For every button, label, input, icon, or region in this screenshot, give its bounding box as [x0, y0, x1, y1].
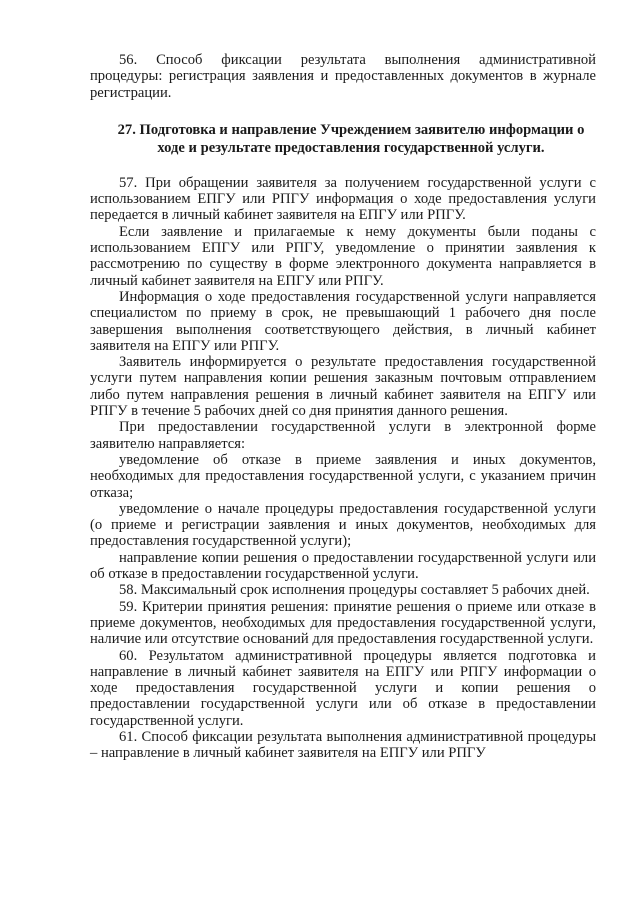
paragraph-progress-info: Информация о ходе предоставления государственной услуги направляется специалистом по приему в срок, не превышающий 1 рабочего дня после завершения выполнения соответствующего действия, в личный кабинет заявителя на ЕПГУ или РПГУ. [90, 288, 596, 354]
paragraph-56: 56. Способ фиксации результата выполнения административной процедуры: регистрация заявления и предоставленных документов в журнале регистрации. [90, 52, 596, 101]
document-page [90, 52, 596, 762]
paragraph-electronic-form: При предоставлении государственной услуги в электронной форме заявителю направляется: [90, 419, 596, 452]
list-item-decision-copy: направление копии решения о предоставлении государственной услуги или об отказе в предоставлении государственной услуги. [90, 549, 596, 583]
paragraph-notification-acceptance: Если заявление и прилагаемые к нему документы были поданы с использованием ЕПГУ или РПГУ, уведомление о принятии заявления к рассмотрению по существу в форме электронного документа направляется в личный кабинет заявителя на ЕПГУ или РПГУ. [90, 223, 596, 289]
list-item-refusal-notice: уведомление об отказе в приеме заявления и иных документов, необходимых для предоставления государственной услуги, с указанием причин отказа; [90, 451, 596, 501]
list-item-start-notice: уведомление о начале процедуры предоставления государственной услуги (о приеме и регистрации заявления и иных документов, необходимых для предоставления государственной услуги); [90, 500, 596, 550]
paragraph-57: 57. При обращении заявителя за получением государственной услуги с использованием ЕПГУ или РПГУ информация о ходе предоставления услуги передается в личный кабинет заявителя на ЕПГУ или РПГУ. [90, 174, 596, 224]
paragraph-58: 58. Максимальный срок исполнения процедуры составляет 5 рабочих дней. [119, 582, 590, 599]
paragraph-60: 60. Результатом административной процедуры является подготовка и направление в личный кабинет заявителя на ЕПГУ или РПГУ информации о ходе предоставления государственной услуги и копии решения о предоставлении государственной услуги или об отказе в предоставлении государственной услуги. [90, 647, 596, 729]
paragraph-result-info: Заявитель информируется о результате предоставления государственной услуги путем направления копии решения заказным почтовым отправлением либо путем направления решения в личный кабинет заявителя на ЕПГУ или РПГУ в течение 5 рабочих дней со дня принятия данного решения. [90, 354, 596, 420]
paragraph-61: 61. Способ фиксации результата выполнения административной процедуры – направление в личный кабинет заявителя на ЕПГУ или РПГУ [90, 728, 596, 762]
paragraph-59: 59. Критерии принятия решения: принятие решения о приеме или отказе в приеме документов, необходимых для предоставления государственной услуги, наличие или отсутствие оснований для предоставления государственной услуги. [90, 598, 596, 648]
section-heading-27: 27. Подготовка и направление Учреждением заявителю информации о ходе и результате предоставления государственной услуги. [117, 121, 585, 156]
